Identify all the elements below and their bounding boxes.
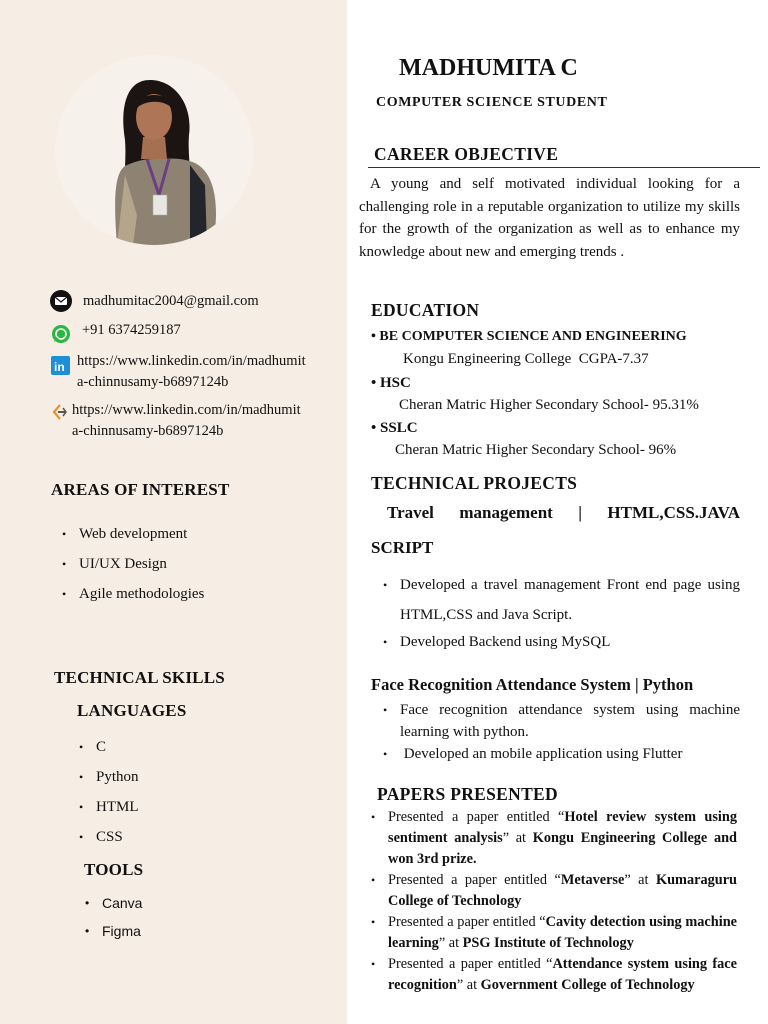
projects-heading: TECHNICAL PROJECTS [371, 473, 578, 493]
skills-heading: TECHNICAL SKILLS [54, 668, 225, 687]
education-item-3: • SSLC [371, 420, 418, 436]
list-item: • Presented a paper entitled “Metaverse” at Kumaraguru College of Technology [371, 870, 737, 912]
papers-heading: PAPERS PRESENTED [377, 784, 558, 804]
list-item: • Presented a paper entitled “Cavity detection using machine learning” at PSG Institute of Technology [371, 912, 737, 954]
email-address[interactable]: madhumitac2004@gmail.com [83, 293, 259, 309]
list-item: • Web development [62, 519, 204, 549]
linkedin-icon [51, 356, 71, 376]
education-item-2: • HSC [371, 375, 411, 391]
list-item: • Presented a paper entitled “Hotel review system using sentiment analysis” at Kongu Engineering College and won 3rd prize. [371, 807, 737, 870]
papers-list [371, 807, 737, 996]
person-subtitle: COMPUTER SCIENCE STUDENT [376, 95, 608, 110]
languages-list [79, 732, 139, 852]
education-item-1: • BE COMPUTER SCIENCE AND ENGINEERING [371, 329, 687, 344]
list-item: • Developed Backend using MySQL [383, 630, 740, 655]
list-item: • Agile methodologies [62, 579, 204, 609]
project-1-bullets [383, 570, 740, 655]
list-item: • Presented a paper entitled “Attendance system using face recognition” at Government College of Technology [371, 954, 737, 996]
career-heading: CAREER OBJECTIVE [374, 144, 559, 164]
link-icon [51, 403, 71, 423]
email-icon [50, 290, 70, 310]
profile-photo [55, 55, 253, 245]
linkedin-link-2[interactable]: https://www.linkedin.com/in/madhumit a-chinnusamy-b6897124b [72, 402, 301, 439]
list-item: • CSS [79, 822, 139, 852]
list-item: • HTML [79, 792, 139, 822]
areas-heading: AREAS OF INTEREST [51, 480, 230, 499]
list-item: • UI/UX Design [62, 549, 204, 579]
list-item: • Python [79, 762, 139, 792]
languages-heading: LANGUAGES [77, 701, 187, 720]
education-heading: EDUCATION [371, 300, 480, 320]
project-1-title: Travel management | HTML,CSS.JAVA [387, 503, 740, 522]
person-name: MADHUMITA C [399, 55, 578, 81]
education-detail-3: Cheran Matric Higher Secondary School- 96% [395, 442, 677, 458]
project-1-title-cont: SCRIPT [371, 538, 434, 557]
linkedin-link-1[interactable]: https://www.linkedin.com/in/madhumit a-chinnusamy-b6897124b [77, 353, 306, 390]
career-text: A young and self motivated individual looking for a challenging role in a reputable organization to utilize my skills for the growth of the organization as well as to enhance my knowledge about new and emerging trends . [359, 176, 740, 260]
project-2-title: Face Recognition Attendance System | Python [371, 675, 694, 694]
list-item: • Face recognition attendance system using machine learning with python. [383, 699, 740, 743]
career-divider [368, 167, 760, 168]
list-item: • C [79, 732, 139, 762]
svg-text:in: in [54, 360, 65, 374]
list-item: • Developed an mobile application using Flutter [383, 743, 740, 765]
list-item: • Figma [85, 917, 142, 945]
education-detail-1: Kongu Engineering College CGPA-7.37 [403, 351, 649, 367]
areas-list [62, 519, 204, 609]
tools-list [85, 889, 142, 945]
list-item: • Developed a travel management Front end page using HTML,CSS and Java Script. [383, 570, 740, 630]
phone-number: +91 6374259187 [82, 322, 181, 338]
list-item: • Canva [85, 889, 142, 917]
tools-heading: TOOLS [84, 860, 144, 879]
project-2-bullets [383, 699, 740, 765]
education-detail-2: Cheran Matric Higher Secondary School- 95.31% [399, 397, 699, 413]
whatsapp-icon [51, 324, 71, 344]
